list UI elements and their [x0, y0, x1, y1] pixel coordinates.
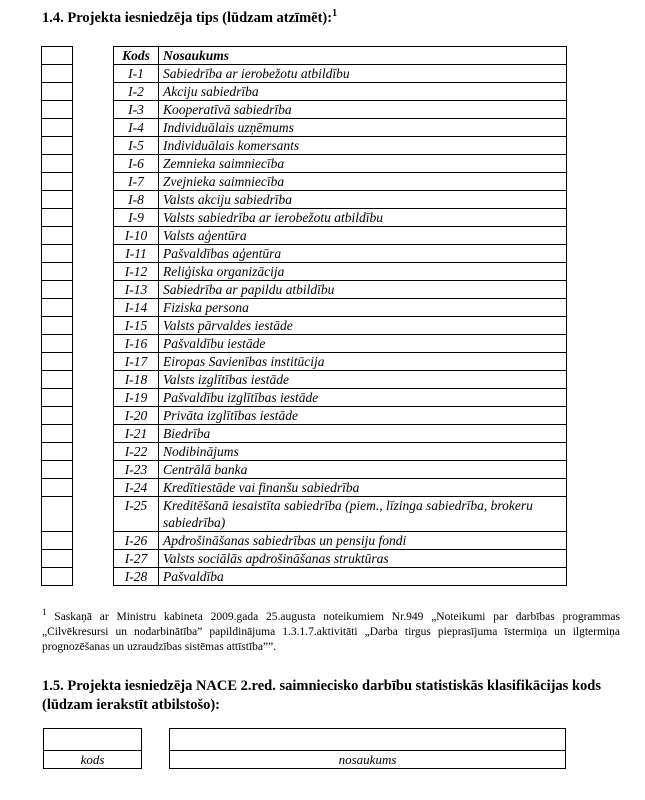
- checkbox-cell[interactable]: [42, 209, 73, 227]
- table-row: [114, 389, 567, 407]
- table-row: [114, 550, 567, 568]
- table-row: [114, 209, 567, 227]
- row-name: Nodibinājums: [159, 443, 567, 461]
- checkbox-cell[interactable]: [42, 263, 73, 281]
- table-row: [114, 371, 567, 389]
- row-code: I-5: [114, 137, 159, 155]
- row-name: Kredītiestāde vai finanšu sabiedrība: [159, 479, 567, 497]
- row-name: Valsts aģentūra: [159, 227, 567, 245]
- table-row: [114, 263, 567, 281]
- table-row: [114, 407, 567, 425]
- row-name: Zvejnieka saimniecība: [159, 173, 567, 191]
- table-row: [114, 568, 567, 586]
- row-name: Individuālais uzņēmums: [159, 119, 567, 137]
- row-name: Fiziska persona: [159, 299, 567, 317]
- footnote-mark: 1: [42, 607, 47, 618]
- row-code: I-9: [114, 209, 159, 227]
- row-name: Valsts akciju sabiedrība: [159, 191, 567, 209]
- row-name: Valsts sabiedrība ar ierobežotu atbildību: [159, 209, 567, 227]
- table-row: [114, 65, 567, 83]
- checkbox-cell[interactable]: [42, 101, 73, 119]
- checkbox-cell[interactable]: [42, 389, 73, 407]
- row-code: I-14: [114, 299, 159, 317]
- checkbox-cell[interactable]: [42, 281, 73, 299]
- checkbox-cell[interactable]: [42, 317, 73, 335]
- checkbox-cell[interactable]: [42, 461, 73, 479]
- organization-type-table: [113, 46, 567, 586]
- checkbox-cell[interactable]: [42, 497, 73, 532]
- table-row: [114, 425, 567, 443]
- row-name: Individuālais komersants: [159, 137, 567, 155]
- table-row: [114, 155, 567, 173]
- table-row: [114, 173, 567, 191]
- row-code: I-22: [114, 443, 159, 461]
- row-code: I-23: [114, 461, 159, 479]
- row-code: I-8: [114, 191, 159, 209]
- row-code: I-27: [114, 550, 159, 568]
- row-code: I-13: [114, 281, 159, 299]
- column-header-nosaukums: Nosaukums: [159, 47, 567, 65]
- checkbox-cell[interactable]: [42, 407, 73, 425]
- row-code: I-10: [114, 227, 159, 245]
- row-name: Valsts sociālās apdrošināšanas struktūras: [159, 550, 567, 568]
- table-row: [114, 101, 567, 119]
- table-row: [114, 191, 567, 209]
- row-name: Pašvaldība: [159, 568, 567, 586]
- checkbox-cell[interactable]: [42, 550, 73, 568]
- row-code: I-2: [114, 83, 159, 101]
- table-row: [114, 353, 567, 371]
- row-name: Valsts pārvaldes iestāde: [159, 317, 567, 335]
- row-name: Zemnieka saimniecība: [159, 155, 567, 173]
- footnote-text: Saskaņā ar Ministru kabineta 2009.gada 25.augusta noteikumiem Nr.949 „Noteikumi par darbības programmas „Cilvēkresursi un nodarbinātība” papildinājuma 1.3.1.7.aktivitāti „Darba tirgus pieprasījuma īstermiņa un ilgtermiņa prognozēšanas un uzraudzības sistēmas attīstība””.: [42, 611, 620, 653]
- checkbox-cell[interactable]: [42, 479, 73, 497]
- table-row: [114, 335, 567, 353]
- row-code: I-26: [114, 532, 159, 550]
- row-code: I-18: [114, 371, 159, 389]
- table-row: [114, 497, 567, 532]
- row-name: Biedrība: [159, 425, 567, 443]
- checkbox-cell[interactable]: [42, 353, 73, 371]
- row-code: I-4: [114, 119, 159, 137]
- row-code: I-21: [114, 425, 159, 443]
- nace-name-input[interactable]: [169, 728, 566, 750]
- nace-name-label: nosaukums: [169, 750, 566, 769]
- row-code: I-7: [114, 173, 159, 191]
- checkbox-cell[interactable]: [42, 191, 73, 209]
- section-1-4-heading: 1.4. Projekta iesniedzēja tips (lūdzam atzīmēt):$^1$: [42, 8, 338, 26]
- row-code: I-19: [114, 389, 159, 407]
- row-name: Eiropas Savienības institūcija: [159, 353, 567, 371]
- nace-code-label: kods: [43, 750, 142, 769]
- checkbox-cell[interactable]: [42, 83, 73, 101]
- row-name: Pašvaldības aģentūra: [159, 245, 567, 263]
- row-name: Kooperatīvā sabiedrība: [159, 101, 567, 119]
- row-code: I-6: [114, 155, 159, 173]
- table-row: [114, 137, 567, 155]
- row-name: Apdrošināšanas sabiedrības un pensiju fondi: [159, 532, 567, 550]
- footnote: [42, 607, 620, 655]
- row-name: Privāta izglītības iestāde: [159, 407, 567, 425]
- row-name: Sabiedrība ar papildu atbildību: [159, 281, 567, 299]
- checkbox-cell[interactable]: [42, 155, 73, 173]
- row-code: I-1: [114, 65, 159, 83]
- table-row: [114, 119, 567, 137]
- row-code: I-24: [114, 479, 159, 497]
- footnote-reference: 1: [332, 8, 338, 20]
- checkbox-cell[interactable]: [42, 137, 73, 155]
- checkbox-cell[interactable]: [42, 532, 73, 550]
- row-code: I-25: [114, 497, 159, 532]
- checkbox-cell[interactable]: [42, 65, 73, 83]
- row-code: I-20: [114, 407, 159, 425]
- row-code: I-28: [114, 568, 159, 586]
- checkbox-cell[interactable]: [42, 299, 73, 317]
- checkbox-cell[interactable]: [42, 119, 73, 137]
- checkbox-cell[interactable]: [42, 371, 73, 389]
- table-header-row: [114, 47, 567, 65]
- row-code: I-15: [114, 317, 159, 335]
- table-row: [114, 299, 567, 317]
- nace-code-input[interactable]: [43, 728, 142, 750]
- table-row: [114, 83, 567, 101]
- row-name: Akciju sabiedrība: [159, 83, 567, 101]
- table-row: [114, 317, 567, 335]
- checkbox-cell[interactable]: [42, 425, 73, 443]
- section-1-5-heading: 1.5. Projekta iesniedzēja NACE 2.red. saimniecisko darbību statistiskās klasifikācijas kods (lūdzam ierakstīt atbilstošo):: [42, 678, 601, 713]
- table-row: [114, 281, 567, 299]
- checkbox-cell[interactable]: [42, 335, 73, 353]
- checkbox-column: [41, 46, 73, 586]
- table-row: [114, 532, 567, 550]
- table-row: [114, 443, 567, 461]
- row-code: I-17: [114, 353, 159, 371]
- row-code: I-16: [114, 335, 159, 353]
- checkbox-cell[interactable]: [42, 173, 73, 191]
- row-name: Kreditēšanā iesaistīta sabiedrība (piem., līzinga sabiedrība, brokeru sabiedrība): [159, 497, 567, 532]
- row-name: Pašvaldību izglītības iestāde: [159, 389, 567, 407]
- checkbox-header-cell: [42, 47, 73, 65]
- column-header-kods: Kods: [114, 47, 159, 65]
- row-name: Pašvaldību iestāde: [159, 335, 567, 353]
- row-name: Reliģiska organizācija: [159, 263, 567, 281]
- row-name: Centrālā banka: [159, 461, 567, 479]
- table-row: [114, 227, 567, 245]
- table-row: [114, 461, 567, 479]
- row-code: I-3: [114, 101, 159, 119]
- checkbox-cell[interactable]: [42, 443, 73, 461]
- row-name: Valsts izglītības iestāde: [159, 371, 567, 389]
- row-code: I-12: [114, 263, 159, 281]
- checkbox-cell[interactable]: [42, 568, 73, 586]
- table-row: [114, 245, 567, 263]
- checkbox-cell[interactable]: [42, 227, 73, 245]
- row-code: I-11: [114, 245, 159, 263]
- row-name: Sabiedrība ar ierobežotu atbildību: [159, 65, 567, 83]
- table-row: [114, 479, 567, 497]
- checkbox-cell[interactable]: [42, 245, 73, 263]
